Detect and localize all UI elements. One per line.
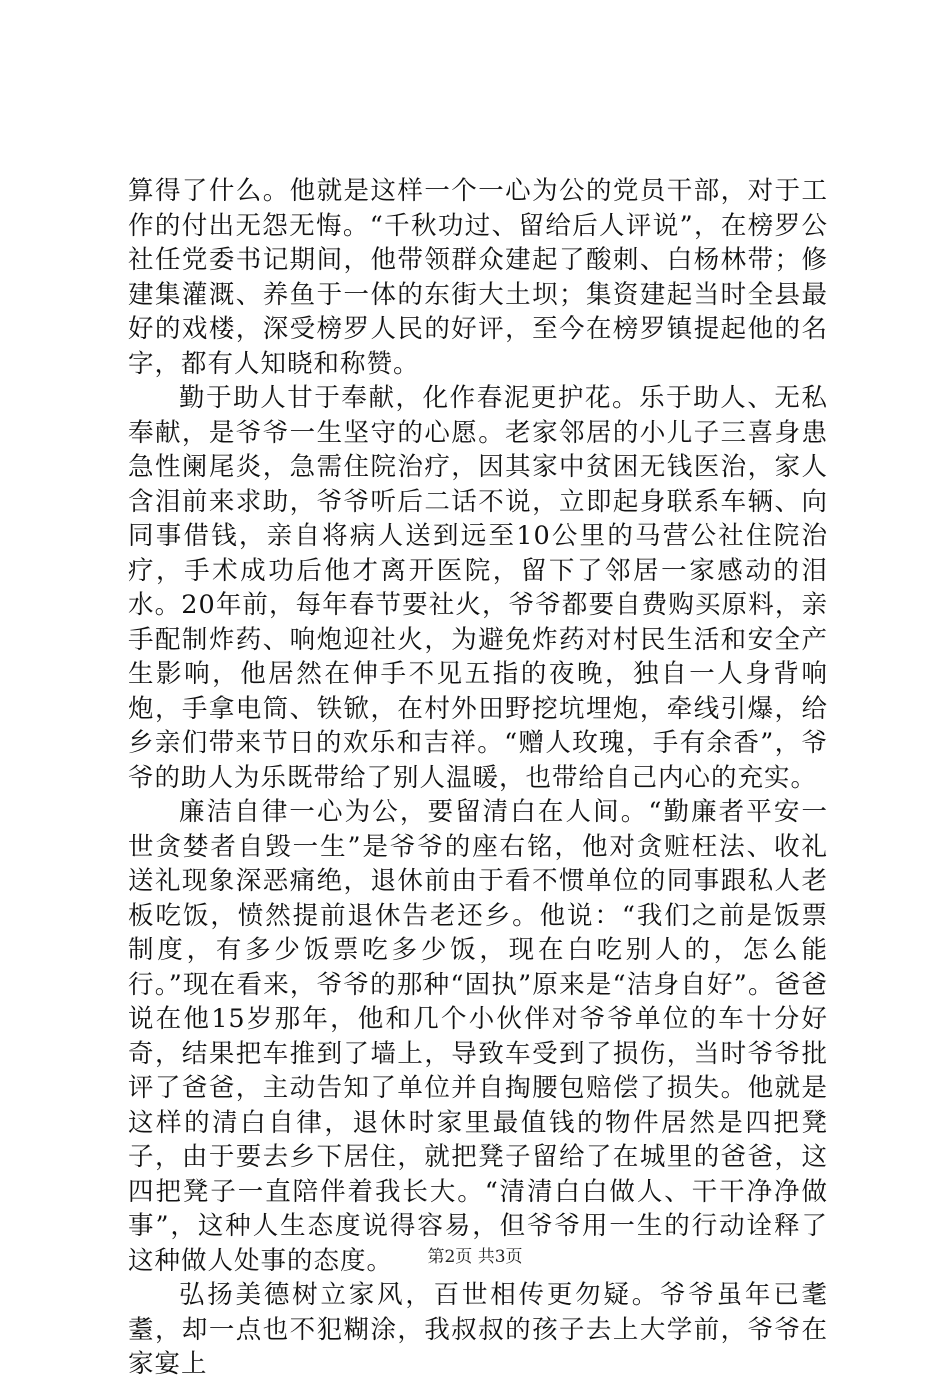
paragraph-3: 廉洁自律一心为公，要留清白在人间。“勤廉者平安一世贪婪者自毁一生”是爷爷的座右铭，他对贪赃枉法、收礼送礼现象深恶痛绝，退休前由于看不惯单位的同事跟私人老板吃饭，愤然提前退休告老还乡。他说：“我们之前是饭票制度，有多少饭票吃多少饭，现在白吃别人的，怎么能行。”现在看来，爷爷的那种“固执”原来是“洁身自好”。爸爸说在他15岁那年，他和几个小伙伴对爷爷单位的车十分好奇，结果把车推到了墙上，导致车受到了损伤，当时爷爷批评了爸爸，主动告知了单位并自掏腰包赔偿了损失。他就是这样的清白自律，退休时家里最值钱的物件居然是四把凳子，由于要去乡下居住，就把凳子留给了在城里的爸爸，这四把凳子一直陪伴着我长大。“清清白白做人、干干净净做事”，这种人生态度说得容易，但爷爷用一生的行动诠释了这种做人处事的态度。 bbox=[128, 797, 828, 1276]
document-body bbox=[128, 174, 828, 1382]
page-footer: 第2页 共3页 bbox=[427, 1247, 523, 1267]
paragraph-4: 弘扬美德树立家风，百世相传更勿疑。爷爷虽年已耄耋，却一点也不犯糊涂，我叔叔的孩子去上大学前，爷爷在家宴上 bbox=[128, 1280, 828, 1379]
paragraph-2: 勤于助人甘于奉献，化作春泥更护花。乐于助人、无私奉献，是爷爷一生坚守的心愿。老家邻居的小儿子三喜身患急性阑尾炎，急需住院治疗，因其家中贫困无钱医治，家人含泪前来求助，爷爷听后二话不说，立即起身联系车辆、向同事借钱，亲自将病人送到远至10公里的马营公社住院治疗，手术成功后他才离开医院，留下了邻居一家感动的泪水。20年前，每年春节要社火，爷爷都要自费购买原料，亲手配制炸药、响炮迎社火，为避免炸药对村民生活和安全产生影响，他居然在伸手不见五指的夜晚，独自一人身背响炮，手拿电筒、铁锨，在村外田野挖坑埋炮，牵线引爆，给乡亲们带来节日的欢乐和吉祥。“赠人玫瑰，手有余香”，爷爷的助人为乐既带给了别人温暖，也带给自己内心的充实。 bbox=[128, 383, 828, 793]
paragraph-1: 算得了什么。他就是这样一个一心为公的党员干部，对于工作的付出无怨无悔。“千秋功过、留给后人评说”，在榜罗公社任党委书记期间，他带领群众建起了酸刺、白杨林带；修建集灌溉、养鱼于一体的东街大土坝；集资建起当时全县最好的戏楼，深受榜罗人民的好评，至今在榜罗镇提起他的名字，都有人知晓和称赞。 bbox=[128, 176, 828, 379]
